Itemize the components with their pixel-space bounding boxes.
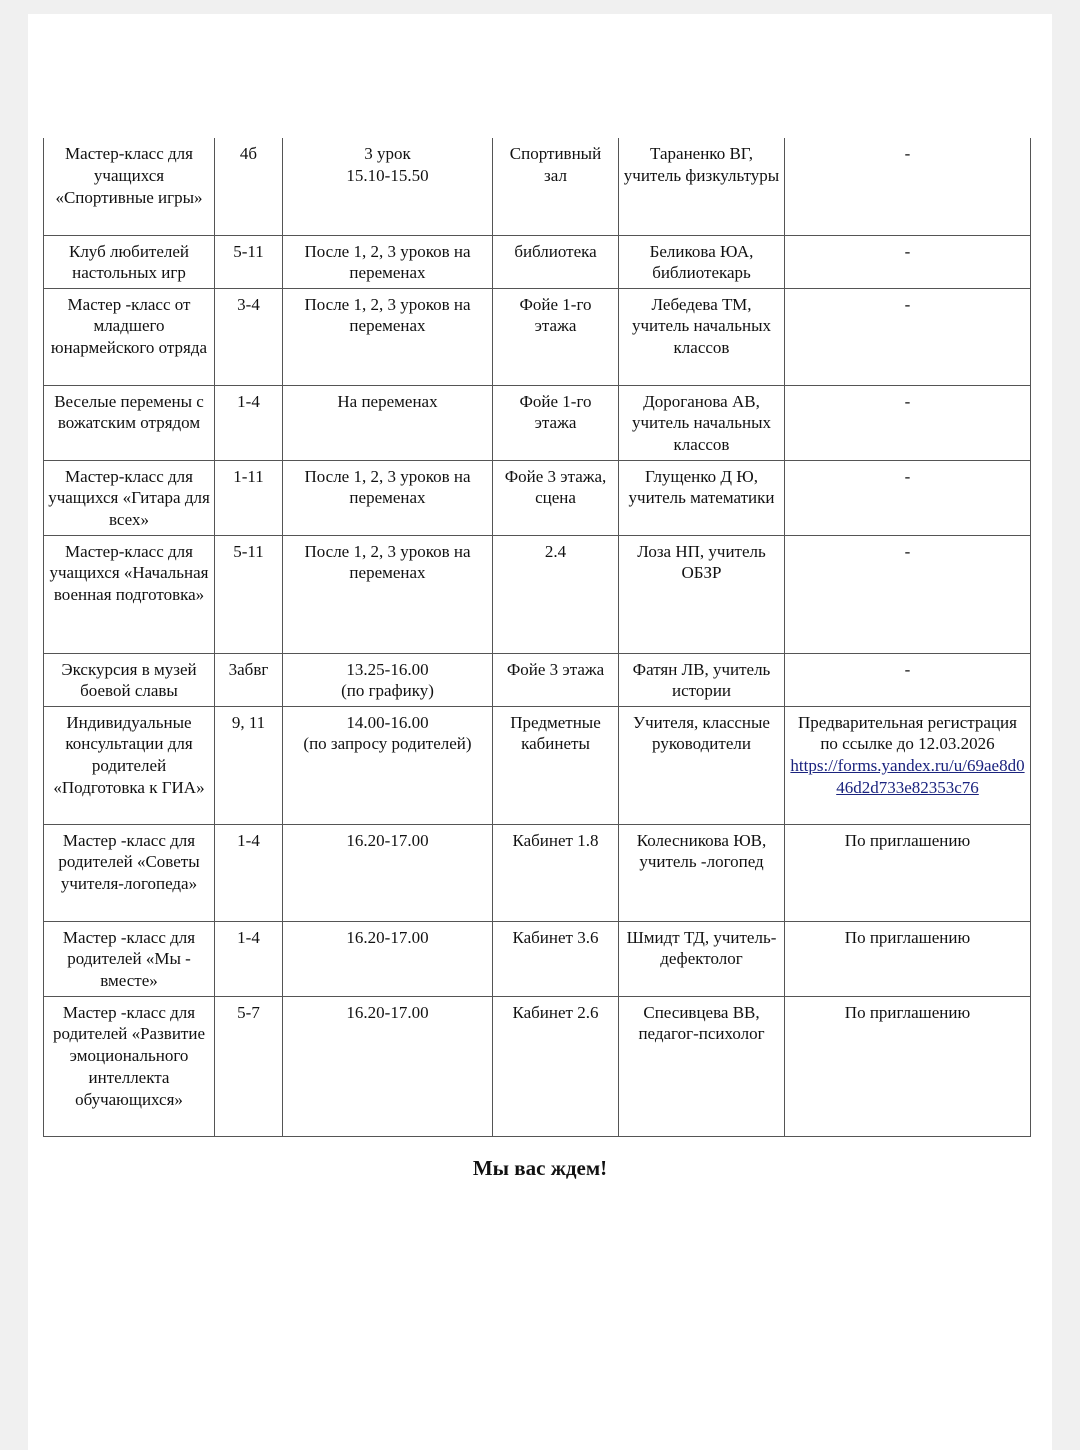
time-cell: 13.25-16.00 (по графику) — [283, 653, 493, 706]
place-cell: Фойе 1-го этажа — [493, 385, 619, 460]
closing-text: Мы вас ждем! — [472, 1156, 608, 1180]
table-row — [44, 921, 1031, 996]
responsible-cell: Лоза НП, учитель ОБЗР — [619, 535, 785, 653]
time-cell: 3 урок 15.10-15.50 — [283, 138, 493, 235]
note-cell: - — [785, 288, 1031, 385]
grade-cell: 1-4 — [215, 385, 283, 460]
event-cell: Мастер-класс для учащихся «Начальная военная подготовка» — [44, 535, 215, 653]
responsible-cell: Учителя, классные руководители — [619, 706, 785, 824]
time-cell: 16.20-17.00 — [283, 996, 493, 1136]
grade-cell: 9, 11 — [215, 706, 283, 824]
note-cell: - — [785, 385, 1031, 460]
grade-cell: 4б — [215, 138, 283, 235]
responsible-cell: Фатян ЛВ, учитель истории — [619, 653, 785, 706]
note-cell: - — [785, 235, 1031, 288]
responsible-cell: Спесивцева ВВ, педагог-психолог — [619, 996, 785, 1136]
table-row — [44, 996, 1031, 1136]
event-cell: Мастер-класс для учащихся «Гитара для всех» — [44, 460, 215, 535]
responsible-cell: Шмидт ТД, учитель-дефектолог — [619, 921, 785, 996]
grade-cell: 3абвг — [215, 653, 283, 706]
responsible-cell: Лебедева ТМ, учитель начальных классов — [619, 288, 785, 385]
event-cell: Веселые перемены с вожатским отрядом — [44, 385, 215, 460]
place-cell: Фойе 3 этажа, сцена — [493, 460, 619, 535]
place-cell: Спортивный зал — [493, 138, 619, 235]
note-cell: - — [785, 653, 1031, 706]
place-cell: Фойе 1-го этажа — [493, 288, 619, 385]
note-cell: По приглашению — [785, 824, 1031, 921]
responsible-cell: Колесникова ЮВ, учитель -логопед — [619, 824, 785, 921]
note-cell: - — [785, 138, 1031, 235]
registration-link[interactable]: https://forms.yandex.ru/u/69ae8d046d2d733e82353c76 — [790, 756, 1025, 797]
time-cell: На переменах — [283, 385, 493, 460]
responsible-cell: Дороганова АВ, учитель начальных классов — [619, 385, 785, 460]
event-cell: Мастер-класс для учащихся «Спортивные игры» — [44, 138, 215, 235]
time-cell: После 1, 2, 3 уроков на переменах — [283, 235, 493, 288]
place-cell: библиотека — [493, 235, 619, 288]
event-cell: Мастер -класс для родителей «Советы учителя-логопеда» — [44, 824, 215, 921]
responsible-cell: Глущенко Д Ю, учитель математики — [619, 460, 785, 535]
note-cell: По приглашению — [785, 996, 1031, 1136]
time-cell: После 1, 2, 3 уроков на переменах — [283, 535, 493, 653]
responsible-cell: Беликова ЮА, библиотекарь — [619, 235, 785, 288]
grade-cell: 1-4 — [215, 921, 283, 996]
grade-cell: 3-4 — [215, 288, 283, 385]
event-cell: Клуб любителей настольных игр — [44, 235, 215, 288]
table-row — [44, 653, 1031, 706]
table-row — [44, 235, 1031, 288]
events-table — [43, 138, 1031, 1137]
table-row — [44, 824, 1031, 921]
table-row — [44, 460, 1031, 535]
grade-cell: 1-4 — [215, 824, 283, 921]
note-cell: - — [785, 535, 1031, 653]
registration-note: Предварительная регистрация по ссылке до 12.03.2026 — [798, 712, 1017, 754]
note-cell: - — [785, 460, 1031, 535]
table-row — [44, 288, 1031, 385]
grade-cell: 5-11 — [215, 535, 283, 653]
event-cell: Мастер -класс для родителей «Мы - вместе» — [44, 921, 215, 996]
place-cell: 2.4 — [493, 535, 619, 653]
table-row — [44, 706, 1031, 824]
events-table-body — [44, 138, 1031, 1136]
event-cell: Мастер -класс от младшего юнармейского отряда — [44, 288, 215, 385]
place-cell: Кабинет 2.6 — [493, 996, 619, 1136]
responsible-cell: Тараненко ВГ, учитель физкультуры — [619, 138, 785, 235]
table-row — [44, 535, 1031, 653]
document-page — [28, 14, 1052, 1450]
table-row — [44, 138, 1031, 235]
time-cell: 16.20-17.00 — [283, 921, 493, 996]
event-cell: Экскурсия в музей боевой славы — [44, 653, 215, 706]
note-cell: По приглашению — [785, 921, 1031, 996]
time-cell: После 1, 2, 3 уроков на переменах — [283, 460, 493, 535]
place-cell: Фойе 3 этажа — [493, 653, 619, 706]
grade-cell: 5-11 — [215, 235, 283, 288]
table-row — [44, 385, 1031, 460]
time-cell: 16.20-17.00 — [283, 824, 493, 921]
event-cell: Индивидуальные консультации для родителей «Подготовка к ГИА» — [44, 706, 215, 824]
place-cell: Предметные кабинеты — [493, 706, 619, 824]
place-cell: Кабинет 3.6 — [493, 921, 619, 996]
grade-cell: 1-11 — [215, 460, 283, 535]
time-cell: После 1, 2, 3 уроков на переменах — [283, 288, 493, 385]
note-cell — [785, 706, 1031, 824]
event-cell: Мастер -класс для родителей «Развитие эмоционального интеллекта обучающихся» — [44, 996, 215, 1136]
place-cell: Кабинет 1.8 — [493, 824, 619, 921]
time-cell: 14.00-16.00 (по запросу родителей) — [283, 706, 493, 824]
grade-cell: 5-7 — [215, 996, 283, 1136]
